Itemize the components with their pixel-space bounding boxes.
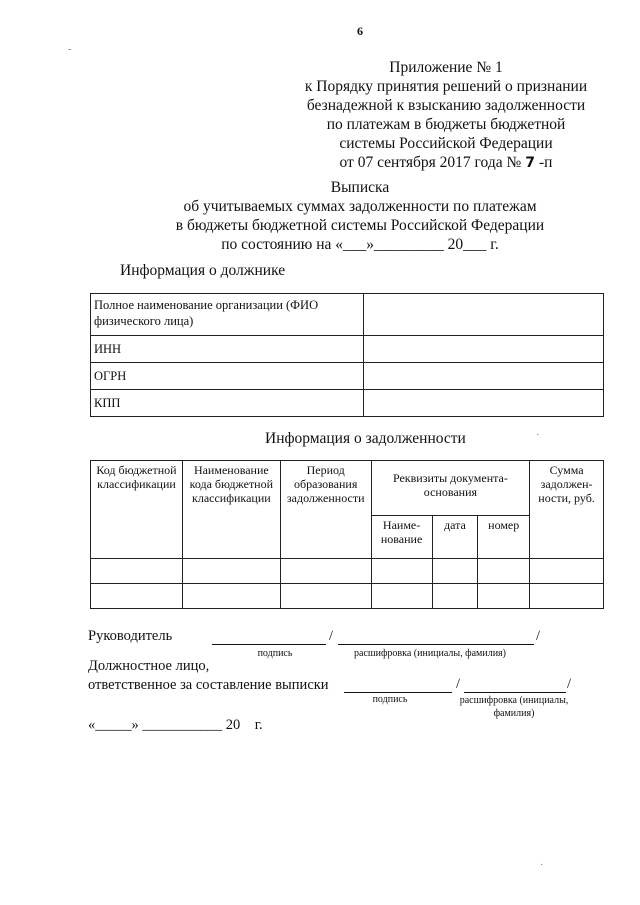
official-caption-decode: расшифровка (инициалы, фамилия) bbox=[459, 695, 569, 719]
table-row bbox=[91, 559, 604, 584]
debtor-row-label: КПП bbox=[91, 390, 364, 417]
official-decode-line[interactable] bbox=[464, 692, 566, 693]
debtor-row-value[interactable] bbox=[363, 336, 603, 363]
head-decode-line[interactable] bbox=[338, 644, 534, 645]
official-label-1: Должностное лицо, bbox=[88, 658, 210, 674]
official-signature-line[interactable] bbox=[344, 692, 452, 693]
scan-mark: · bbox=[540, 860, 544, 871]
slash-separator: / bbox=[536, 628, 541, 644]
slash-separator: / bbox=[456, 676, 461, 692]
table-cell[interactable] bbox=[280, 559, 371, 584]
table-cell[interactable] bbox=[478, 559, 530, 584]
appendix-date-prefix: от 07 сентября 2017 года № bbox=[339, 154, 522, 171]
col-header-doc-date: дата bbox=[432, 516, 478, 559]
table-cell[interactable] bbox=[530, 584, 604, 609]
title-line: об учитываемых суммах задолженности по платежам bbox=[183, 198, 537, 215]
appendix-date-suffix: -п bbox=[539, 154, 553, 171]
table-cell[interactable] bbox=[478, 584, 530, 609]
document-title bbox=[100, 178, 620, 254]
table-row bbox=[91, 584, 604, 609]
page-number: 6 bbox=[357, 24, 363, 38]
table-cell[interactable] bbox=[530, 559, 604, 584]
debt-heading: Информация о задолженности bbox=[265, 430, 466, 447]
col-header-requisites: Реквизиты документа-основания bbox=[371, 461, 529, 516]
appendix-line: к Порядку принятия решений о признании bbox=[304, 78, 588, 95]
appendix-block bbox=[296, 58, 596, 173]
appendix-date-line bbox=[296, 153, 596, 173]
col-header-doc-name: Наиме-нование bbox=[371, 516, 432, 559]
debt-table bbox=[90, 460, 604, 609]
slash-separator: / bbox=[329, 628, 334, 644]
table-header-row bbox=[91, 461, 604, 516]
slash-separator: / bbox=[567, 676, 572, 692]
head-caption-sign: подпись bbox=[257, 648, 293, 659]
appendix-line: по платежам в бюджеты бюджетной bbox=[326, 116, 566, 133]
col-header-kbk-name: Наименование кода бюджетной классификации bbox=[182, 461, 280, 559]
debtor-row-value[interactable] bbox=[363, 363, 603, 390]
appendix-line: системы Российской Федерации bbox=[339, 135, 553, 152]
table-cell[interactable] bbox=[182, 584, 280, 609]
signature-date-line: «_____» ___________ 20 г. bbox=[88, 717, 263, 733]
head-signature-line[interactable] bbox=[212, 644, 326, 645]
debtor-row-label: ОГРН bbox=[91, 363, 364, 390]
table-cell[interactable] bbox=[91, 584, 183, 609]
col-header-sum: Сумма задолжен-ности, руб. bbox=[530, 461, 604, 559]
title-date-line: по состоянию на «___»_________ 20___ г. bbox=[221, 236, 499, 253]
table-cell[interactable] bbox=[432, 584, 478, 609]
official-caption-sign: подпись bbox=[372, 694, 408, 705]
head-label: Руководитель bbox=[88, 628, 173, 644]
appendix-line: Приложение № 1 bbox=[389, 59, 503, 76]
table-row bbox=[91, 294, 604, 336]
debtor-heading: Информация о должнике bbox=[120, 262, 286, 279]
table-row bbox=[91, 390, 604, 417]
scan-mark: · bbox=[536, 430, 540, 441]
col-header-period: Период образования задолженности bbox=[280, 461, 371, 559]
scan-mark: - bbox=[68, 44, 72, 55]
table-cell[interactable] bbox=[371, 559, 432, 584]
debtor-table bbox=[90, 293, 604, 417]
table-cell[interactable] bbox=[182, 559, 280, 584]
title-line: Выписка bbox=[330, 179, 390, 196]
official-label-2: ответственное за составление выписки bbox=[88, 677, 329, 693]
debtor-row-value[interactable] bbox=[363, 390, 603, 417]
table-cell[interactable] bbox=[280, 584, 371, 609]
appendix-line: безнадежной к взысканию задолженности bbox=[306, 97, 586, 114]
debtor-row-label: Полное наименование организации (ФИО физического лица) bbox=[91, 294, 364, 336]
debtor-row-label: ИНН bbox=[91, 336, 364, 363]
table-cell[interactable] bbox=[432, 559, 478, 584]
table-cell[interactable] bbox=[91, 559, 183, 584]
table-cell[interactable] bbox=[371, 584, 432, 609]
title-line: в бюджеты бюджетной системы Российской Федерации bbox=[175, 217, 545, 234]
table-row bbox=[91, 336, 604, 363]
col-header-kbk: Код бюджетной классификации bbox=[91, 461, 183, 559]
table-row bbox=[91, 363, 604, 390]
head-caption-decode: расшифровка (инициалы, фамилия) bbox=[354, 648, 506, 659]
debtor-row-value[interactable] bbox=[363, 294, 603, 336]
handwritten-number: 7 bbox=[525, 155, 535, 171]
col-header-doc-number: номер bbox=[478, 516, 530, 559]
